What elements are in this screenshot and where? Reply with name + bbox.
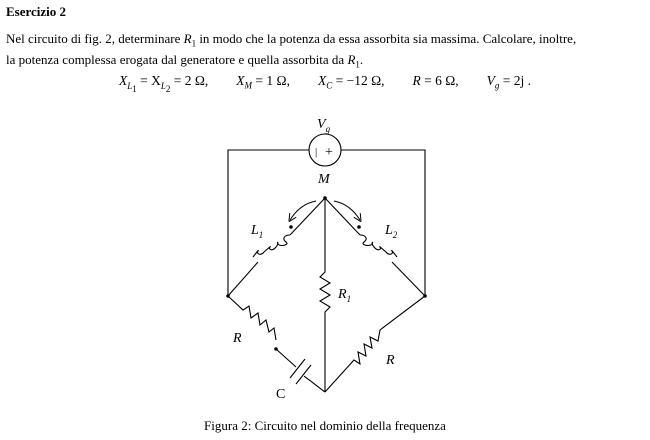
eq-xc-value: = −12 Ω, — [332, 73, 385, 88]
coupling-arrow-left — [290, 201, 316, 220]
text-line2-var: R — [347, 51, 356, 67]
text-line1-var-sub: 1 — [191, 38, 197, 49]
r-left-label: R — [233, 331, 242, 346]
l2-label: $L_2$ — [385, 223, 398, 240]
text-line2-var-sub: 1 — [355, 59, 360, 70]
wire-left-lower — [228, 262, 258, 296]
c-label: C — [276, 387, 286, 402]
r-right-label: R — [386, 353, 395, 368]
inductor-l2 — [360, 235, 397, 257]
eq-r-value: = 6 Ω, — [420, 73, 459, 88]
source-minus-symbol: | — [315, 146, 318, 158]
eq-vg-value: = 2j . — [499, 73, 532, 88]
text-line1-b: in modo che la potenza da essa assorbita sia massima. Calcolare, inoltre, — [196, 31, 577, 46]
wire-capacitor-to-bottom — [304, 376, 325, 392]
eq-xc-sub: C — [326, 80, 333, 91]
m-label: M — [318, 172, 330, 187]
wire-center — [320, 198, 330, 392]
text-line1-a: Nel circuito di fig. 2, determinare — [6, 31, 184, 46]
text-line1-var: R — [183, 31, 192, 46]
r1-label: $R_1$ — [338, 287, 352, 304]
wire-right-lower — [392, 262, 425, 296]
eq-xl-sub2b: 2 — [165, 83, 171, 94]
text-line2-a: la potenza complessa erogata dal generatore e quella assorbita da — [6, 51, 348, 67]
eq-xl-sub2: L — [160, 80, 166, 91]
eq-vg-sub: g — [494, 80, 500, 91]
eq-r: R — [412, 73, 421, 88]
wire-to-capacitor — [276, 349, 296, 367]
l1-label: $L_1$ — [251, 223, 264, 240]
eq-xl-value: = 2 Ω, — [170, 73, 209, 88]
l2-dot — [357, 225, 361, 229]
eq-xl-sub1: L — [127, 80, 133, 91]
resistor-r-right — [325, 296, 425, 392]
vg-label: $V_g$ — [317, 117, 331, 134]
source-plus-symbol: + — [325, 145, 333, 160]
figure-caption: Figura 2: Circuito nel dominio della frequenza — [204, 418, 446, 433]
l1-dot — [289, 225, 293, 229]
eq-xm: X — [236, 73, 245, 88]
eq-vg: V — [486, 73, 495, 88]
eq-xm-value: = 1 Ω, — [252, 73, 290, 88]
exercise-title: Esercizio 2 — [6, 4, 67, 19]
text-line2-b: . — [359, 51, 364, 67]
wire-top-right — [341, 150, 425, 296]
eq-xc: X — [317, 73, 327, 88]
eq-xm-sub: M — [244, 80, 253, 91]
eq-xl: X — [118, 73, 128, 88]
wire-top-left — [228, 150, 309, 296]
coupling-arrow-right — [334, 201, 360, 220]
eq-eq1: = X — [136, 73, 161, 88]
eq-xl-sub1b: 1 — [132, 83, 137, 94]
